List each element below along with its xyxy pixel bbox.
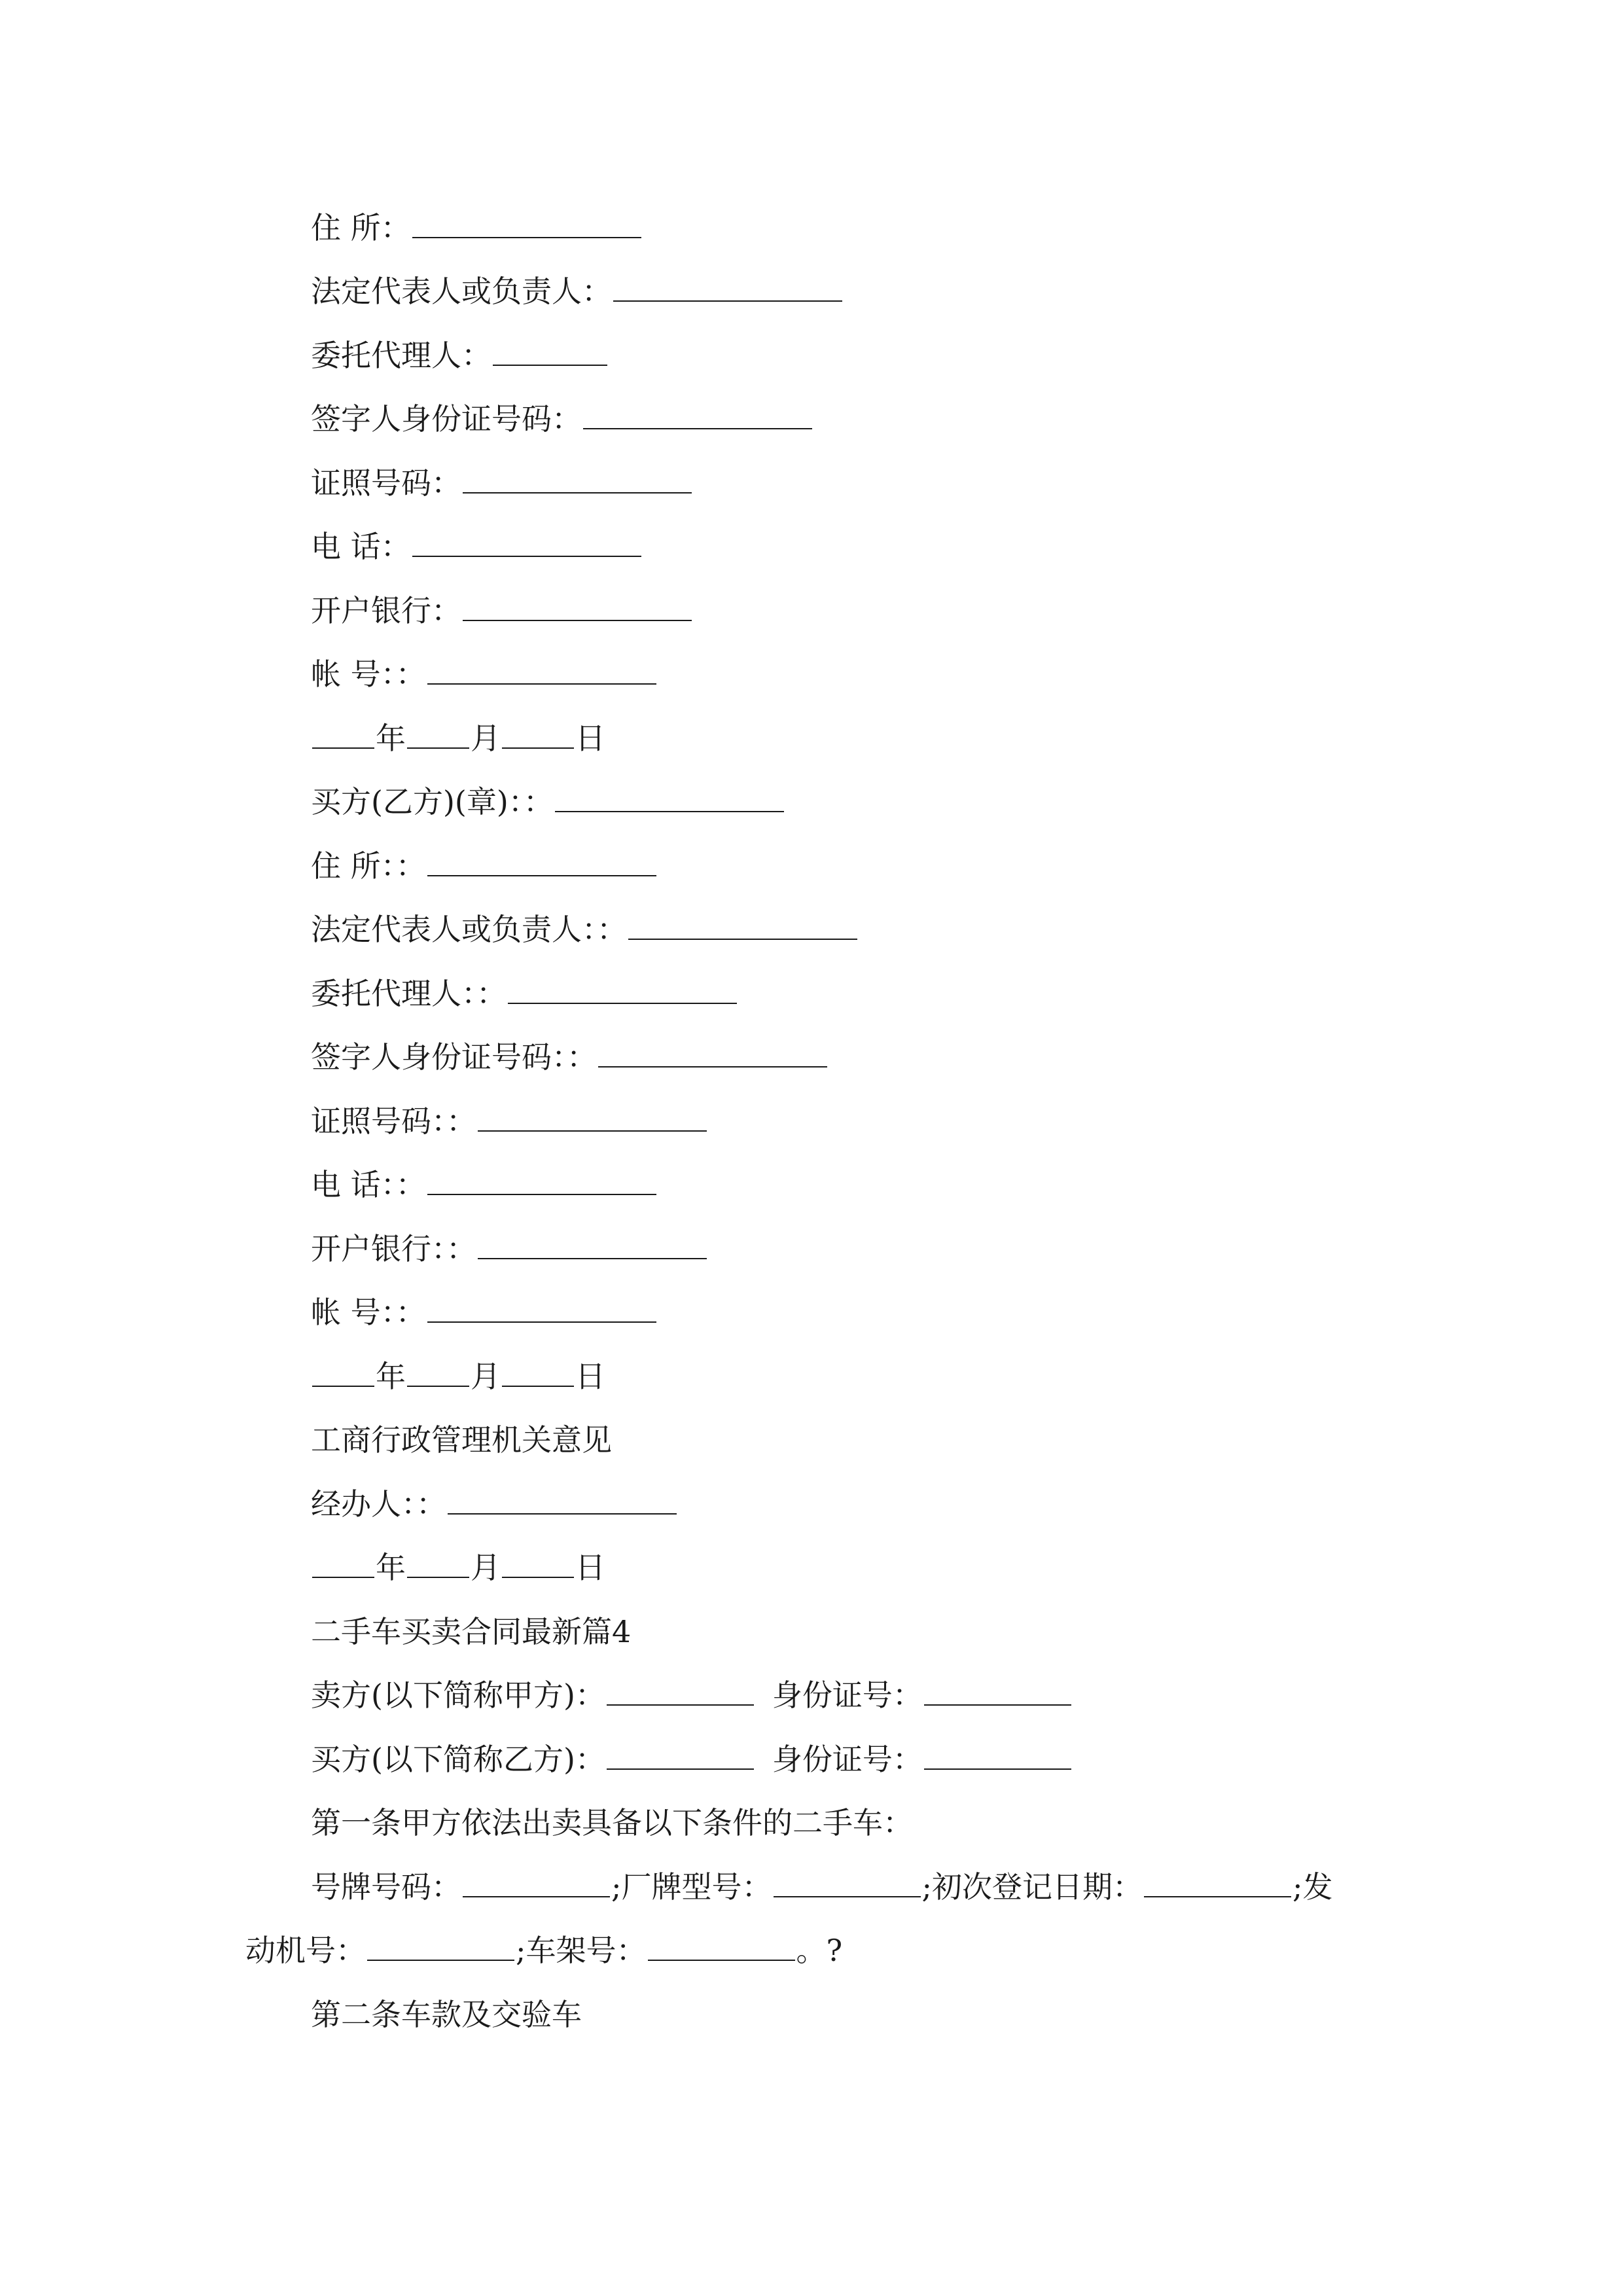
seller-legal-rep-label: 法定代表人或负责人：: [311, 274, 612, 309]
admin-opinion-label: 工商行政管理机关意见: [311, 1422, 612, 1458]
buyer-address-blank[interactable]: [427, 849, 656, 876]
buyer-legal-rep-line: [311, 910, 859, 949]
handler-label: 经办人：：: [311, 1486, 446, 1522]
buyer-date-line: [311, 1357, 605, 1396]
buyer-phone-line: [311, 1165, 658, 1204]
seller-legal-rep-blank[interactable]: [613, 274, 842, 302]
engine-label-end: 动机号：: [245, 1933, 366, 1968]
seller-party-label: 卖方(以下简称甲方)：: [311, 1677, 605, 1713]
frame-label: ;车架号：: [516, 1933, 647, 1968]
plate-blank[interactable]: [463, 1870, 610, 1897]
buyer-phone-label: 电 话：：: [311, 1167, 426, 1202]
plate-label: 号牌号码：: [311, 1869, 461, 1905]
buyer-agent-line: [311, 974, 738, 1013]
buyer-party-blank[interactable]: [607, 1742, 754, 1770]
buyer-id-label: 身份证号：: [772, 1742, 923, 1777]
sentence-end: 。?: [796, 1933, 843, 1968]
buyer-bank-blank[interactable]: [478, 1232, 707, 1259]
seller-address-label: 住 所：: [311, 210, 411, 245]
reg-date-label: ;初次登记日期：: [921, 1869, 1143, 1905]
seller-id-label: 身份证号：: [772, 1677, 923, 1713]
seller-bank-blank[interactable]: [463, 594, 692, 621]
seller-agent-blank[interactable]: [493, 338, 607, 366]
buyer-signer-id-label: 签字人身份证号码：：: [311, 1039, 597, 1075]
seller-agent-line: [311, 336, 609, 375]
admin-date-line: [311, 1548, 605, 1587]
seller-year-blank[interactable]: [312, 721, 374, 749]
seller-address-blank[interactable]: [412, 211, 641, 238]
engine-label-start: ;发: [1293, 1869, 1333, 1905]
buyer-license-line: [311, 1102, 708, 1141]
day-label: 日: [575, 1550, 605, 1585]
seller-signer-id-blank[interactable]: [583, 402, 812, 429]
buyer-address-line: [311, 846, 658, 886]
handler-blank[interactable]: [448, 1487, 677, 1515]
buyer-legal-rep-blank[interactable]: [628, 912, 857, 940]
buyer-month-blank[interactable]: [407, 1359, 469, 1387]
buyer-party-line: [311, 1740, 1073, 1779]
buyer-bank-line: [311, 1229, 708, 1268]
seller-bank-line: [311, 591, 693, 630]
buyer-license-label: 证照号码：：: [311, 1103, 476, 1139]
seller-month-blank[interactable]: [407, 721, 469, 749]
seller-bank-label: 开户银行：: [311, 593, 461, 628]
buyer-address-label: 住 所：：: [311, 848, 426, 884]
seller-signer-id-line: [311, 399, 813, 439]
engine-blank[interactable]: [367, 1933, 514, 1961]
buyer-account-line: [311, 1293, 658, 1332]
seller-license-label: 证照号码：: [311, 465, 461, 501]
day-label: 日: [575, 721, 605, 756]
vehicle-info-line-2: [245, 1931, 842, 1970]
year-label: 年: [376, 721, 406, 756]
buyer-year-blank[interactable]: [312, 1359, 374, 1387]
buyer-day-blank[interactable]: [502, 1359, 574, 1387]
section-heading: [311, 1612, 631, 1651]
article-two-line: [311, 1995, 582, 2034]
buyer-license-blank[interactable]: [478, 1104, 707, 1132]
handler-line: [311, 1484, 678, 1524]
vehicle-info-line-1: [311, 1867, 1333, 1907]
buyer-id-blank[interactable]: [924, 1742, 1071, 1770]
article-one-text: 第一条甲方依法出卖具备以下条件的二手车：: [311, 1805, 913, 1840]
buyer-party-label: 买方(以下简称乙方)：: [311, 1742, 605, 1777]
admin-year-blank[interactable]: [312, 1551, 374, 1578]
admin-month-blank[interactable]: [407, 1551, 469, 1578]
buyer-signer-id-blank[interactable]: [598, 1040, 827, 1067]
seller-license-blank[interactable]: [463, 466, 692, 493]
seller-legal-rep-line: [311, 272, 844, 311]
seller-signer-id-label: 签字人身份证号码：: [311, 401, 582, 437]
day-label: 日: [575, 1359, 605, 1394]
admin-day-blank[interactable]: [502, 1551, 574, 1578]
buyer-seal-blank[interactable]: [555, 785, 784, 812]
seller-party-blank[interactable]: [607, 1678, 754, 1706]
article-two-text: 第二条车款及交验车: [311, 1997, 582, 2032]
buyer-seal-line: [311, 782, 785, 821]
section-heading-text: 二手车买卖合同最新篇4: [311, 1614, 632, 1649]
seller-account-label: 帐 号：：: [311, 656, 426, 692]
month-label: 月: [471, 1550, 501, 1585]
buyer-agent-label: 委托代理人：：: [311, 976, 507, 1011]
buyer-phone-blank[interactable]: [427, 1168, 656, 1195]
seller-license-line: [311, 463, 693, 503]
reg-date-blank[interactable]: [1144, 1870, 1291, 1897]
seller-date-line: [311, 719, 605, 758]
seller-day-blank[interactable]: [502, 721, 574, 749]
seller-phone-line: [311, 527, 643, 566]
buyer-bank-label: 开户银行：：: [311, 1231, 476, 1266]
seller-account-blank[interactable]: [427, 657, 656, 685]
admin-opinion-line: [311, 1420, 612, 1460]
seller-phone-label: 电 话：: [311, 529, 411, 564]
model-blank[interactable]: [774, 1870, 921, 1897]
buyer-account-label: 帐 号：：: [311, 1295, 426, 1330]
seller-account-line: [311, 655, 658, 694]
seller-id-blank[interactable]: [924, 1678, 1071, 1706]
buyer-seal-label: 买方(乙方)(章)：：: [311, 784, 554, 819]
seller-agent-label: 委托代理人：: [311, 338, 491, 373]
article-one-line: [311, 1803, 913, 1842]
month-label: 月: [471, 1359, 501, 1394]
buyer-signer-id-line: [311, 1037, 829, 1077]
seller-phone-blank[interactable]: [412, 529, 641, 557]
year-label: 年: [376, 1550, 406, 1585]
model-label: ;厂牌型号：: [611, 1869, 772, 1905]
seller-address-line: [311, 208, 643, 247]
year-label: 年: [376, 1359, 406, 1394]
seller-party-line: [311, 1676, 1073, 1715]
month-label: 月: [471, 721, 501, 756]
buyer-legal-rep-label: 法定代表人或负责人：：: [311, 912, 627, 947]
frame-blank[interactable]: [648, 1933, 795, 1961]
buyer-agent-blank[interactable]: [508, 977, 737, 1004]
buyer-account-blank[interactable]: [427, 1295, 656, 1323]
